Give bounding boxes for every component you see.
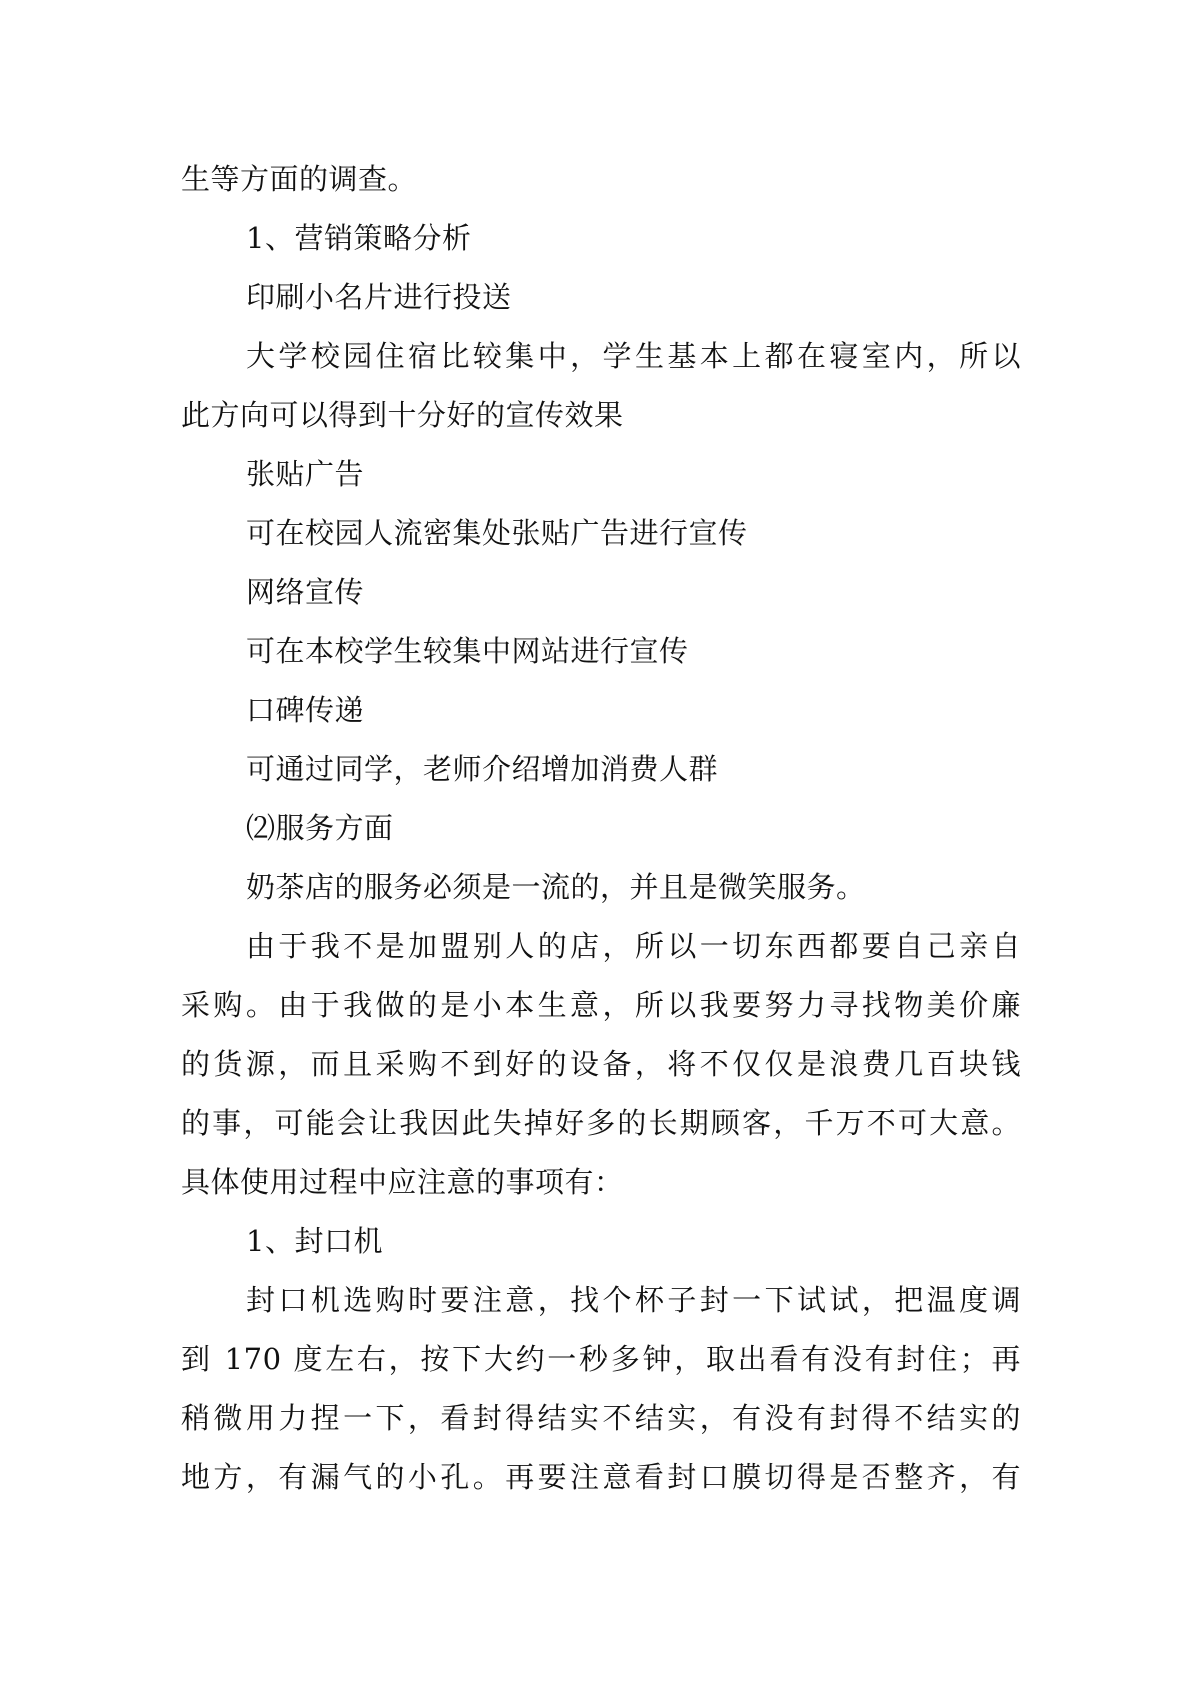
subheading: 张贴广告	[246, 457, 365, 491]
paragraph-line: 生等方面的调查。	[181, 162, 418, 196]
section-heading: ⑵服务方面	[246, 811, 394, 845]
paragraph-line: 封口机选购时要注意，找个杯子封一下试试，把温度调	[246, 1283, 1021, 1317]
subheading: 印刷小名片进行投送	[246, 280, 512, 314]
section-heading: 1、封口机	[246, 1224, 383, 1258]
paragraph-line: 可在校园人流密集处张贴广告进行宣传	[246, 516, 748, 550]
document-body	[181, 150, 1021, 1507]
paragraph-line: 的货源，而且采购不到好的设备，将不仅仅是浪费几百块钱	[181, 1047, 1021, 1081]
paragraph-line: 大学校园住宿比较集中，学生基本上都在寝室内，所以	[246, 339, 1021, 373]
paragraph-line: 由于我不是加盟别人的店，所以一切东西都要自己亲自	[246, 929, 1021, 963]
paragraph-line: 可在本校学生较集中网站进行宣传	[246, 634, 689, 668]
paragraph-line: 可通过同学，老师介绍增加消费人群	[246, 752, 719, 786]
paragraph-line: 奶茶店的服务必须是一流的，并且是微笑服务。	[246, 870, 866, 904]
section-heading: 1、营销策略分析	[246, 221, 472, 255]
subheading: 口碑传递	[246, 693, 365, 727]
paragraph-line: 地方，有漏气的小孔。再要注意看封口膜切得是否整齐，有	[181, 1460, 1021, 1494]
paragraph-line: 稍微用力捏一下，看封得结实不结实，有没有封得不结实的	[181, 1401, 1021, 1435]
paragraph-line: 具体使用过程中应注意的事项有：	[181, 1165, 624, 1199]
paragraph-line: 此方向可以得到十分好的宣传效果	[181, 398, 624, 432]
paragraph-line: 的事，可能会让我因此失掉好多的长期顾客，千万不可大意。	[181, 1106, 1021, 1140]
paragraph-line: 采购。由于我做的是小本生意，所以我要努力寻找物美价廉	[181, 988, 1021, 1022]
paragraph-line: 到 170 度左右，按下大约一秒多钟，取出看有没有封住；再	[181, 1342, 1021, 1376]
subheading: 网络宣传	[246, 575, 365, 609]
